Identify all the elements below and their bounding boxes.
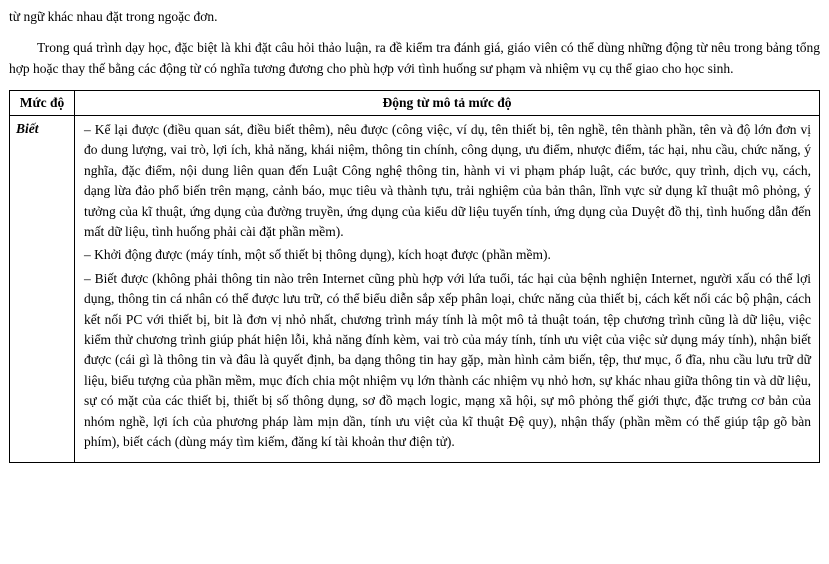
intro-paragraph: Trong quá trình dạy học, đặc biệt là khi đặt câu hỏi thảo luận, ra đề kiểm tra đánh giá, giáo viên có thể dùng những động từ nêu trong bảng tổng hợp hoặc thay thế bằng các động từ có nghĩa tương đương cho phù hợp với tình huống sư phạm và nhiệm vụ cụ thể giao cho học sinh. xyxy=(9,40,820,76)
verb-item-1: – Kể lại được (điều quan sát, điều biết thêm), nêu được (công việc, ví dụ, tên thiết bị, tên nghề, tên thành phần, tên và độ lớn đơn vị đo dung lượng, vai trò, lợi ích, khả năng, khái niệm, thông tin chính, công dụng, ưu điểm, nhược điểm, tác hại, nhu cầu, chức năng, ý nghĩa, đặc điểm, nội dung liên quan đến Luật Công nghệ thông tin, hành vi vi phạm pháp luật, các bước, quy trình, dịch vụ, cách, dạng lừa đảo phổ biến trên mạng, cảnh báo, mục tiêu và thành tựu, trải nghiệm của bản thân, lĩnh vực sử dụng kĩ thuật mô phỏng, ý tưởng của kĩ thuật, ứng dụng của đường truyền, ứng dụng của kiểu dữ liệu tuyến tính, ứng dụng của Duyệt đồ thị, tình huống dẫn đến mất dữ liệu, tình huống phải cài đặt phần mềm). xyxy=(84,122,811,240)
table-header-verbs: Động từ mô tả mức độ xyxy=(75,91,820,116)
table-header-level: Mức độ xyxy=(10,91,75,116)
verb-item-2: – Khởi động được (máy tính, một số thiết bị thông dụng), kích hoạt được (phần mềm). xyxy=(84,247,551,263)
verbs-cell xyxy=(75,116,820,463)
leading-line: từ ngữ khác nhau đặt trong ngoặc đơn. xyxy=(9,9,218,24)
table-header-row xyxy=(10,91,820,116)
level-verbs-table xyxy=(9,90,820,463)
level-cell: Biết xyxy=(10,116,75,463)
table-row-biet xyxy=(10,116,820,463)
verb-item-3: – Biết được (không phải thông tin nào trên Internet cũng phù hợp với lứa tuổi, tác hại của bệnh nghiện Internet, người xấu có thể lợi dụng, thông tin cá nhân có thể được lưu trữ, có thể biểu diễn sắp xếp phân loại, chức năng của thiết bị, cách kết nối các bộ phận, cách kết nối PC với thiết bị, bit là đơn vị nhỏ nhất, chương trình máy tính là một mô tả thuật toán, tệp chương trình cũng là dữ liệu, việc kiểm thử chương trình giúp phát hiện lỗi, khả năng đính kèm, vai trò của máy tính, tính ưu việt của việc sử dụng máy tính), nhận biết được (cái gì là thông tin và đâu là quyết định, ba dạng thông tin hay gặp, màn hình cảm biến, tệp, thư mục, ổ đĩa, nhu cầu lưu trữ dữ liệu, biểu tượng của phần mềm, mục đích chia một nhiệm vụ lớn thành các nhiệm vụ nhỏ hơn, sự khác nhau giữa thông tin và dữ liệu, sự có mặt của các thiết bị, thiết bị số thông dụng, sơ đồ mạch logic, mạng xã hội, sự mô phỏng thế giới thực, đặc trưng cơ bản của nhóm nghề, lợi ích của phương pháp làm mịn dần, tính ưu việt của kĩ thuật Đệ quy), nhận thấy (phần mềm có thể giúp tập gõ bàn phím), biết cách (dùng máy tìm kiếm, đăng kí tài khoản thư điện tử). xyxy=(84,270,811,450)
